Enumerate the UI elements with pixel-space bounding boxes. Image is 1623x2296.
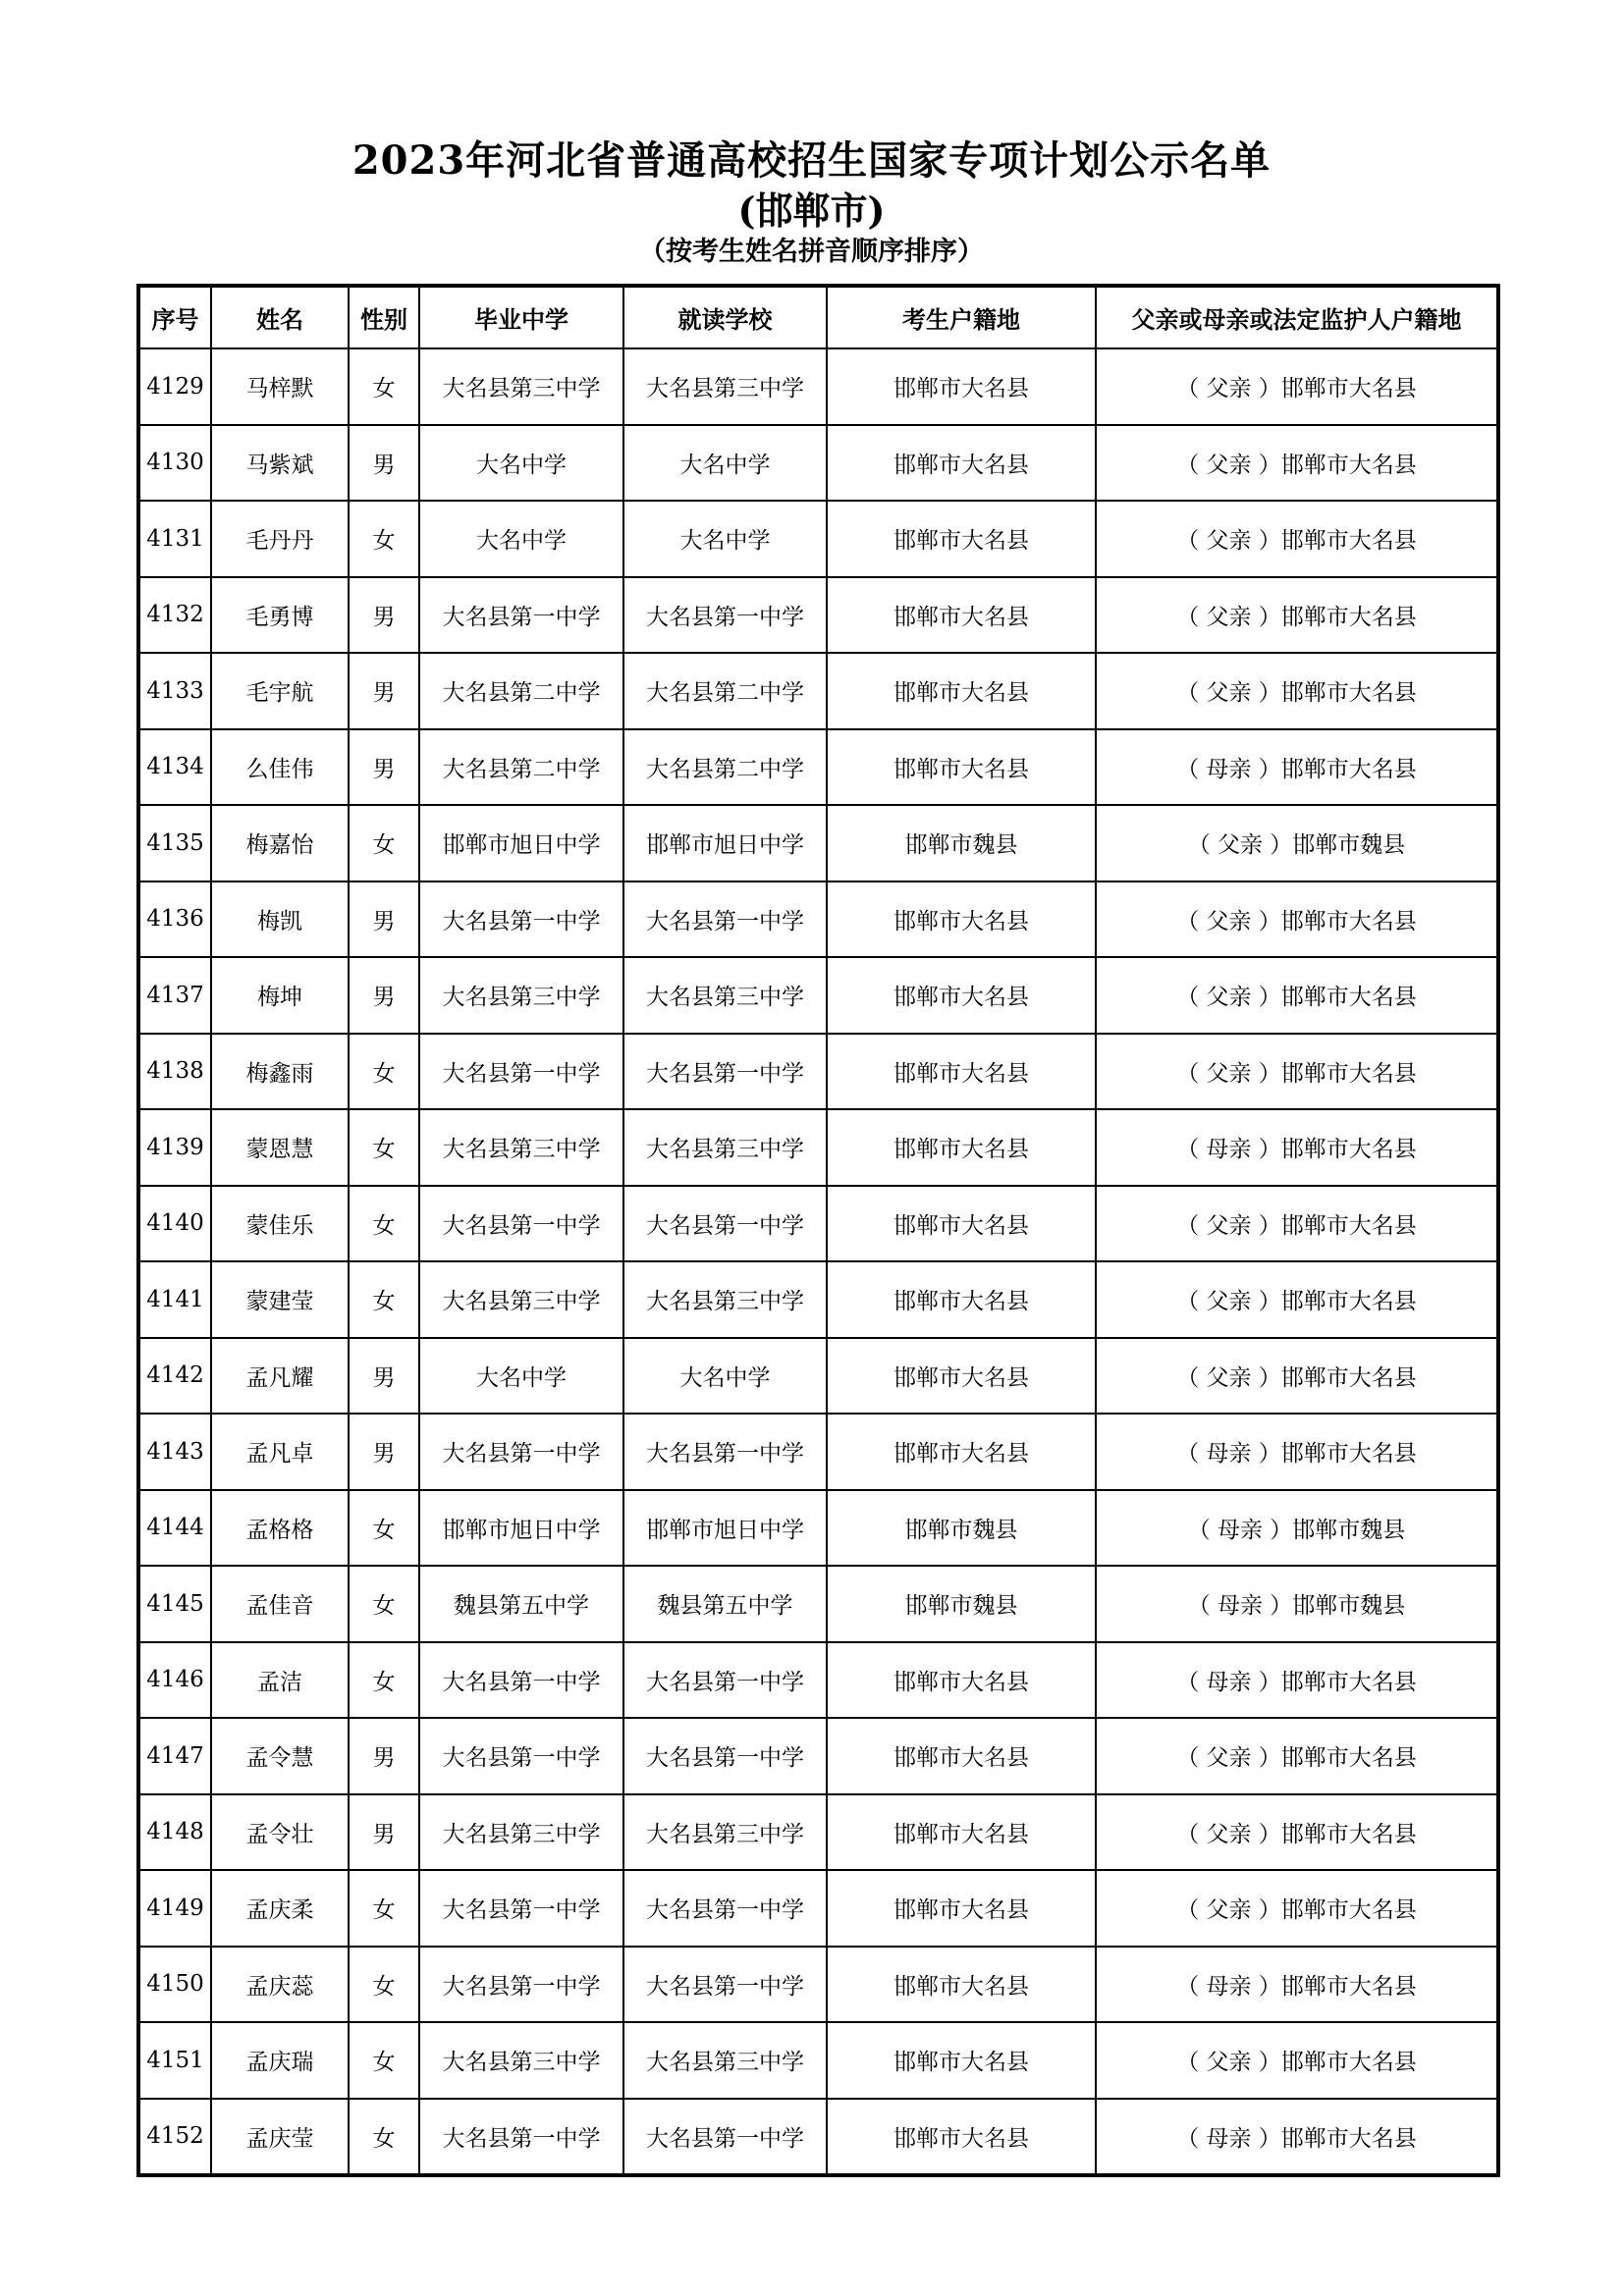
- gender: 女: [349, 2022, 419, 2099]
- student-hukou: 邯郸市大名县: [827, 729, 1096, 806]
- student-hukou: 邯郸市大名县: [827, 2022, 1096, 2099]
- table-row: [138, 2022, 1498, 2099]
- student-hukou: 邯郸市大名县: [827, 425, 1096, 502]
- table-row: [138, 729, 1498, 806]
- table-row: [138, 1870, 1498, 1947]
- table-row: [138, 653, 1498, 729]
- row-index: 4140: [138, 1186, 211, 1262]
- row-index: 4148: [138, 1794, 211, 1871]
- table-row: [138, 425, 1498, 502]
- student-name: 梅嘉怡: [211, 805, 349, 881]
- graduated-school: 大名县第一中学: [419, 1642, 623, 1719]
- gender: 女: [349, 1490, 419, 1567]
- graduated-school: 大名县第二中学: [419, 653, 623, 729]
- row-index: 4129: [138, 348, 211, 425]
- current-school: 大名县第三中学: [623, 2022, 827, 2099]
- current-school: 大名中学: [623, 501, 827, 577]
- guardian-hukou: （ 母亲 ）邯郸市魏县: [1096, 1490, 1498, 1567]
- student-name: 马梓默: [211, 348, 349, 425]
- current-school: 大名县第一中学: [623, 1642, 827, 1719]
- table-row: [138, 2099, 1498, 2176]
- student-name: 孟庆柔: [211, 1870, 349, 1947]
- table-row: [138, 1718, 1498, 1794]
- current-school: 大名县第一中学: [623, 1870, 827, 1947]
- guardian-hukou: （ 母亲 ）邯郸市大名县: [1096, 729, 1498, 806]
- current-school: 大名县第一中学: [623, 2099, 827, 2176]
- gender: 男: [349, 881, 419, 958]
- graduated-school: 大名县第一中学: [419, 1718, 623, 1794]
- table-row: [138, 1034, 1498, 1110]
- table-row: [138, 1947, 1498, 2023]
- guardian-hukou: （ 父亲 ）邯郸市大名县: [1096, 425, 1498, 502]
- student-name: 梅鑫雨: [211, 1034, 349, 1110]
- graduated-school: 大名县第一中学: [419, 1034, 623, 1110]
- row-index: 4139: [138, 1109, 211, 1186]
- graduated-school: 大名县第一中学: [419, 881, 623, 958]
- student-name: 孟庆瑞: [211, 2022, 349, 2099]
- col-header-graduated-school: 毕业中学: [419, 286, 623, 348]
- row-index: 4142: [138, 1338, 211, 1415]
- graduated-school: 大名县第三中学: [419, 2022, 623, 2099]
- current-school: 大名县第一中学: [623, 1186, 827, 1262]
- graduated-school: 邯郸市旭日中学: [419, 1490, 623, 1567]
- gender: 男: [349, 957, 419, 1034]
- table-row: [138, 805, 1498, 881]
- student-name: 蒙建莹: [211, 1261, 349, 1338]
- gender: 女: [349, 348, 419, 425]
- guardian-hukou: （ 母亲 ）邯郸市大名县: [1096, 1109, 1498, 1186]
- student-name: 孟洁: [211, 1642, 349, 1719]
- current-school: 大名中学: [623, 425, 827, 502]
- graduated-school: 大名中学: [419, 501, 623, 577]
- col-header-index: 序号: [138, 286, 211, 348]
- graduated-school: 大名中学: [419, 1338, 623, 1415]
- graduated-school: 大名县第三中学: [419, 1261, 623, 1338]
- table-row: [138, 1414, 1498, 1490]
- gender: 女: [349, 2099, 419, 2176]
- row-index: 4136: [138, 881, 211, 958]
- table-row: [138, 957, 1498, 1034]
- current-school: 大名县第三中学: [623, 1261, 827, 1338]
- student-hukou: 邯郸市大名县: [827, 577, 1096, 654]
- student-name: 孟令壮: [211, 1794, 349, 1871]
- table-row: [138, 501, 1498, 577]
- row-index: 4137: [138, 957, 211, 1034]
- graduated-school: 大名县第一中学: [419, 2099, 623, 2176]
- row-index: 4145: [138, 1566, 211, 1642]
- student-hukou: 邯郸市大名县: [827, 1109, 1096, 1186]
- row-index: 4149: [138, 1870, 211, 1947]
- row-index: 4138: [138, 1034, 211, 1110]
- student-name: 孟佳音: [211, 1566, 349, 1642]
- current-school: 邯郸市旭日中学: [623, 1490, 827, 1567]
- graduated-school: 大名县第一中学: [419, 577, 623, 654]
- gender: 女: [349, 1566, 419, 1642]
- row-index: 4144: [138, 1490, 211, 1567]
- row-index: 4151: [138, 2022, 211, 2099]
- gender: 女: [349, 1034, 419, 1110]
- gender: 男: [349, 1794, 419, 1871]
- graduated-school: 大名县第一中学: [419, 1947, 623, 2023]
- student-name: 毛勇博: [211, 577, 349, 654]
- guardian-hukou: （ 父亲 ）邯郸市大名县: [1096, 501, 1498, 577]
- row-index: 4147: [138, 1718, 211, 1794]
- student-hukou: 邯郸市大名县: [827, 957, 1096, 1034]
- student-hukou: 邯郸市大名县: [827, 1718, 1096, 1794]
- table-row: [138, 881, 1498, 958]
- current-school: 大名县第三中学: [623, 1109, 827, 1186]
- graduated-school: 大名县第三中学: [419, 1109, 623, 1186]
- student-hukou: 邯郸市大名县: [827, 1642, 1096, 1719]
- student-name: 毛丹丹: [211, 501, 349, 577]
- roster-table: [136, 284, 1500, 2177]
- table-row: [138, 1338, 1498, 1415]
- guardian-hukou: （ 父亲 ）邯郸市大名县: [1096, 1186, 1498, 1262]
- guardian-hukou: （ 父亲 ）邯郸市大名县: [1096, 348, 1498, 425]
- graduated-school: 魏县第五中学: [419, 1566, 623, 1642]
- col-header-gender: 性别: [349, 286, 419, 348]
- table-row: [138, 1794, 1498, 1871]
- graduated-school: 大名县第一中学: [419, 1414, 623, 1490]
- student-hukou: 邯郸市大名县: [827, 1414, 1096, 1490]
- guardian-hukou: （ 母亲 ）邯郸市大名县: [1096, 1642, 1498, 1719]
- student-name: 马紫斌: [211, 425, 349, 502]
- row-index: 4152: [138, 2099, 211, 2176]
- student-hukou: 邯郸市大名县: [827, 348, 1096, 425]
- current-school: 大名县第三中学: [623, 348, 827, 425]
- guardian-hukou: （ 母亲 ）邯郸市大名县: [1096, 1414, 1498, 1490]
- student-hukou: 邯郸市魏县: [827, 1490, 1096, 1567]
- col-header-guardian-hukou: 父亲或母亲或法定监护人户籍地: [1096, 286, 1498, 348]
- graduated-school: 大名县第一中学: [419, 1186, 623, 1262]
- student-name: 梅凯: [211, 881, 349, 958]
- gender: 男: [349, 1718, 419, 1794]
- student-name: 孟凡卓: [211, 1414, 349, 1490]
- current-school: 魏县第五中学: [623, 1566, 827, 1642]
- table-row: [138, 1109, 1498, 1186]
- guardian-hukou: （ 母亲 ）邯郸市魏县: [1096, 1566, 1498, 1642]
- gender: 男: [349, 729, 419, 806]
- row-index: 4150: [138, 1947, 211, 2023]
- student-hukou: 邯郸市大名县: [827, 1186, 1096, 1262]
- student-hukou: 邯郸市大名县: [827, 653, 1096, 729]
- student-name: 孟格格: [211, 1490, 349, 1567]
- student-hukou: 邯郸市大名县: [827, 501, 1096, 577]
- guardian-hukou: （ 父亲 ）邯郸市大名县: [1096, 957, 1498, 1034]
- gender: 男: [349, 653, 419, 729]
- student-hukou: 邯郸市大名县: [827, 1338, 1096, 1415]
- current-school: 大名中学: [623, 1338, 827, 1415]
- student-name: 孟凡耀: [211, 1338, 349, 1415]
- row-index: 4135: [138, 805, 211, 881]
- table-header: [138, 286, 1498, 348]
- student-hukou: 邯郸市魏县: [827, 1566, 1096, 1642]
- guardian-hukou: （ 父亲 ）邯郸市大名县: [1096, 1870, 1498, 1947]
- table-row: [138, 1642, 1498, 1719]
- col-header-student-hukou: 考生户籍地: [827, 286, 1096, 348]
- guardian-hukou: （ 母亲 ）邯郸市大名县: [1096, 2099, 1498, 2176]
- guardian-hukou: （ 父亲 ）邯郸市大名县: [1096, 1034, 1498, 1110]
- row-index: 4133: [138, 653, 211, 729]
- guardian-hukou: （ 父亲 ）邯郸市大名县: [1096, 1794, 1498, 1871]
- guardian-hukou: （ 母亲 ）邯郸市大名县: [1096, 1947, 1498, 2023]
- guardian-hukou: （ 父亲 ）邯郸市大名县: [1096, 1338, 1498, 1415]
- gender: 男: [349, 425, 419, 502]
- gender: 女: [349, 805, 419, 881]
- page-title: 2023年河北省普通高校招生国家专项计划公示名单: [352, 137, 1271, 184]
- gender: 女: [349, 1642, 419, 1719]
- graduated-school: 大名县第二中学: [419, 729, 623, 806]
- student-name: 毛宇航: [211, 653, 349, 729]
- gender: 女: [349, 501, 419, 577]
- row-index: 4143: [138, 1414, 211, 1490]
- gender: 男: [349, 1414, 419, 1490]
- current-school: 大名县第一中学: [623, 1414, 827, 1490]
- current-school: 邯郸市旭日中学: [623, 805, 827, 881]
- current-school: 大名县第一中学: [623, 1947, 827, 2023]
- graduated-school: 大名县第三中学: [419, 1794, 623, 1871]
- student-name: 孟令慧: [211, 1718, 349, 1794]
- student-name: 孟庆莹: [211, 2099, 349, 2176]
- current-school: 大名县第三中学: [623, 957, 827, 1034]
- student-hukou: 邯郸市大名县: [827, 1034, 1096, 1110]
- student-hukou: 邯郸市大名县: [827, 2099, 1096, 2176]
- graduated-school: 大名县第三中学: [419, 348, 623, 425]
- current-school: 大名县第一中学: [623, 881, 827, 958]
- guardian-hukou: （ 父亲 ）邯郸市大名县: [1096, 653, 1498, 729]
- student-name: 么佳伟: [211, 729, 349, 806]
- table-row: [138, 348, 1498, 425]
- gender: 女: [349, 1186, 419, 1262]
- graduated-school: 大名县第一中学: [419, 1870, 623, 1947]
- gender: 男: [349, 577, 419, 654]
- guardian-hukou: （ 父亲 ）邯郸市魏县: [1096, 805, 1498, 881]
- current-school: 大名县第一中学: [623, 1718, 827, 1794]
- student-name: 孟庆蕊: [211, 1947, 349, 2023]
- graduated-school: 大名县第三中学: [419, 957, 623, 1034]
- student-hukou: 邯郸市大名县: [827, 1947, 1096, 2023]
- current-school: 大名县第一中学: [623, 1034, 827, 1110]
- row-index: 4130: [138, 425, 211, 502]
- sort-note: （按考生姓名拼音顺序排序）: [639, 237, 984, 267]
- row-index: 4134: [138, 729, 211, 806]
- graduated-school: 邯郸市旭日中学: [419, 805, 623, 881]
- row-index: 4131: [138, 501, 211, 577]
- current-school: 大名县第二中学: [623, 653, 827, 729]
- student-name: 蒙佳乐: [211, 1186, 349, 1262]
- row-index: 4146: [138, 1642, 211, 1719]
- student-hukou: 邯郸市大名县: [827, 1794, 1096, 1871]
- table-row: [138, 1261, 1498, 1338]
- student-name: 梅坤: [211, 957, 349, 1034]
- student-hukou: 邯郸市大名县: [827, 1870, 1096, 1947]
- table-row: [138, 1186, 1498, 1262]
- guardian-hukou: （ 父亲 ）邯郸市大名县: [1096, 2022, 1498, 2099]
- gender: 男: [349, 1338, 419, 1415]
- gender: 女: [349, 1870, 419, 1947]
- guardian-hukou: （ 父亲 ）邯郸市大名县: [1096, 881, 1498, 958]
- student-hukou: 邯郸市魏县: [827, 805, 1096, 881]
- table-row: [138, 1490, 1498, 1567]
- guardian-hukou: （ 父亲 ）邯郸市大名县: [1096, 1718, 1498, 1794]
- gender: 女: [349, 1109, 419, 1186]
- guardian-hukou: （ 父亲 ）邯郸市大名县: [1096, 577, 1498, 654]
- gender: 女: [349, 1947, 419, 2023]
- row-index: 4141: [138, 1261, 211, 1338]
- current-school: 大名县第二中学: [623, 729, 827, 806]
- table-row: [138, 577, 1498, 654]
- gender: 女: [349, 1261, 419, 1338]
- page-subtitle: (邯郸市): [737, 188, 886, 233]
- current-school: 大名县第一中学: [623, 577, 827, 654]
- row-index: 4132: [138, 577, 211, 654]
- current-school: 大名县第三中学: [623, 1794, 827, 1871]
- table-row: [138, 1566, 1498, 1642]
- guardian-hukou: （ 父亲 ）邯郸市大名县: [1096, 1261, 1498, 1338]
- graduated-school: 大名中学: [419, 425, 623, 502]
- col-header-current-school: 就读学校: [623, 286, 827, 348]
- student-hukou: 邯郸市大名县: [827, 881, 1096, 958]
- col-header-name: 姓名: [211, 286, 349, 348]
- student-name: 蒙恩慧: [211, 1109, 349, 1186]
- student-hukou: 邯郸市大名县: [827, 1261, 1096, 1338]
